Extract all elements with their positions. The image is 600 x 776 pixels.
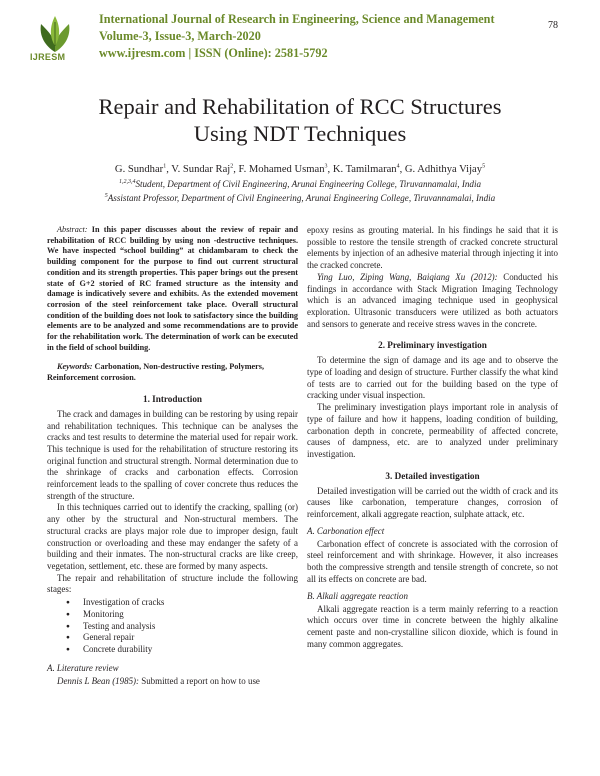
- literature-paragraph: Ying Luo, Ziping Wang, Baiqiang Xu (2012): Conducted his findings in accordance with Stack Migration Imaging Technology which is an advanced imaging technique used in geophysical exploration. Ultrasonic transducers were utilized as both actuators and sensors to generate and receive stress waves in the concrete.: [307, 271, 558, 329]
- carbonation-paragraph: Carbonation effect of concrete is associated with the corrosion of steel reinforcement and with shrinkage. However, it also increases both the compressive strength and tensile strength of concrete, so not all its effects on concrete are bad.: [307, 538, 558, 584]
- journal-logo-icon: [33, 12, 77, 56]
- alkali-paragraph: Alkali aggregate reaction is a term mainly referring to a reaction which occurs over time in concrete between the highly alkaline cement paste and non-crystalline silicon dioxide, which is found in many common aggregates.: [307, 603, 558, 649]
- keywords-label: Keywords:: [57, 362, 93, 372]
- list-item: ● Monitoring: [83, 609, 298, 621]
- page-number: 78: [548, 20, 558, 31]
- prelim-paragraph: The preliminary investigation plays important role in analysis of type of failure and how it happens, loading condition of building, carbonation depth in concrete, permeability of affected concrete, causes of dampness, etc. are to analyzed under preliminary investigation.: [307, 402, 558, 459]
- section-heading-detailed: 3. Detailed investigation: [385, 470, 480, 481]
- right-column: [307, 225, 558, 650]
- intro-paragraph: The repair and rehabilitation of structure include the following stages:: [47, 572, 298, 595]
- logo-text: IJRESM: [30, 52, 66, 62]
- list-item: ● Concrete durability: [83, 644, 298, 656]
- journal-volume: Volume-3, Issue-3, March-2020: [99, 29, 261, 43]
- subsection-literature-review: A. Literature review: [47, 662, 119, 673]
- prelim-paragraph: To determine the sign of damage and its age and to observe the type of loading and design of structure. Further classify the what kind of tests are to carried out for the building based on the type of cracking under visual inspection.: [307, 355, 558, 401]
- intro-paragraph: In this techniques carried out to identify the cracking, spalling (or) any other by the structural and Non-structural members. The structural cracks are plays major role due to improper design, fault construction or overloading and these may endanger the safety of a building and their inmates. The non-structural cracks are like creep, vegetation, settlement, etc. these are formed by many aspects.: [47, 502, 298, 571]
- journal-name: International Journal of Research in Engineering, Science and Management: [99, 12, 495, 26]
- subsection-carbonation: A. Carbonation effect: [307, 525, 385, 536]
- stages-list: [47, 597, 298, 656]
- author: G. Adhithya Vijay$^5$: [404, 163, 486, 175]
- left-column: [47, 225, 298, 687]
- title-line-2: Using NDT Techniques: [193, 121, 407, 146]
- keywords: Keywords: Carbonation, Non-destructive resting, Polymers, Reinforcement corrosion.: [47, 362, 265, 383]
- paper-title: [40, 93, 560, 147]
- abstract-label: Abstract:: [57, 225, 88, 234]
- literature-paragraph: Dennis L Bean (1985): Submitted a report on how to use: [57, 675, 260, 686]
- author-list: [40, 163, 560, 177]
- title-line-1: Repair and Rehabilitation of RCC Structures: [98, 94, 502, 119]
- literature-paragraph-continued: epoxy resins as grouting material. In his findings he said that it is possible to restore the tensile strength of cracked concrete structural elements by injection of an adhesive material through injecting it into the cracked concrete.: [307, 225, 558, 271]
- list-item: ● General repair: [83, 632, 298, 644]
- abstract: Abstract: In this paper discusses about the review of repair and rehabilitation of RCC building by using non -destructive techniques. We have inspected “school building” at chidambaram to check the building component for the purpose to find out current structural condition and its strength properties. This paper brings out the present state of G+2 storied of RC framed structure as the intensity and damage is indicatively severe and exhibits. As the extended movement corrosion of the steel reinforcement take place. Overall structural condition of the building does not look to satisfactory since the building elements are to be analyzed and some recommendations are to provide for the rehabilitation work. The determination of work can be executed in the field of school building.: [47, 225, 298, 352]
- section-heading-introduction: 1. Introduction: [142, 393, 203, 404]
- author: K. Tamilmaran$^4$,: [332, 163, 405, 175]
- subsection-alkali: B. Alkali aggregate reaction: [307, 590, 408, 601]
- list-item: ● Testing and analysis: [83, 621, 298, 633]
- affiliation-professor: $^5$Assistant Professor, Department of Civil Engineering, Arunai Engineering College, Tiruvannamalai, India: [104, 192, 496, 203]
- section-heading-preliminary: 2. Preliminary investigation: [378, 340, 487, 351]
- intro-paragraph: The crack and damages in building can be restoring by using repair and rehabilitation techniques. This technique can be analyses the cracks and test results to determine the material used for repair work. This technique is used for the rehabilitation of structure restoring its original function and structural strength. Normal determination due to the shrinkage of cracks and carbonation effects. Corrosion reinforcement leads to the spalling of cover concrete thus reduces the strength of the structure.: [47, 408, 298, 501]
- detailed-paragraph: Detailed investigation will be carried out the width of crack and its causes like carbonation, temperature changes, corrosion of reinforcement, alkali aggregate reaction, sulphate attack, etc.: [307, 485, 558, 520]
- author: G. Sundhar$^1$,: [114, 163, 172, 175]
- journal-website: www.ijresm.com | ISSN (Online): 2581-5792: [99, 46, 328, 60]
- author: F. Mohamed Usman$^3$,: [238, 163, 333, 175]
- affiliation-students: $^{1,2,3,4}$Student, Department of Civil Engineering, Arunai Engineering College, Tiruvannamalai, India: [118, 178, 482, 189]
- author: V. Sundar Raj$^2$,: [171, 163, 239, 175]
- list-item: ● Investigation of cracks: [83, 597, 298, 609]
- journal-header: [99, 11, 495, 62]
